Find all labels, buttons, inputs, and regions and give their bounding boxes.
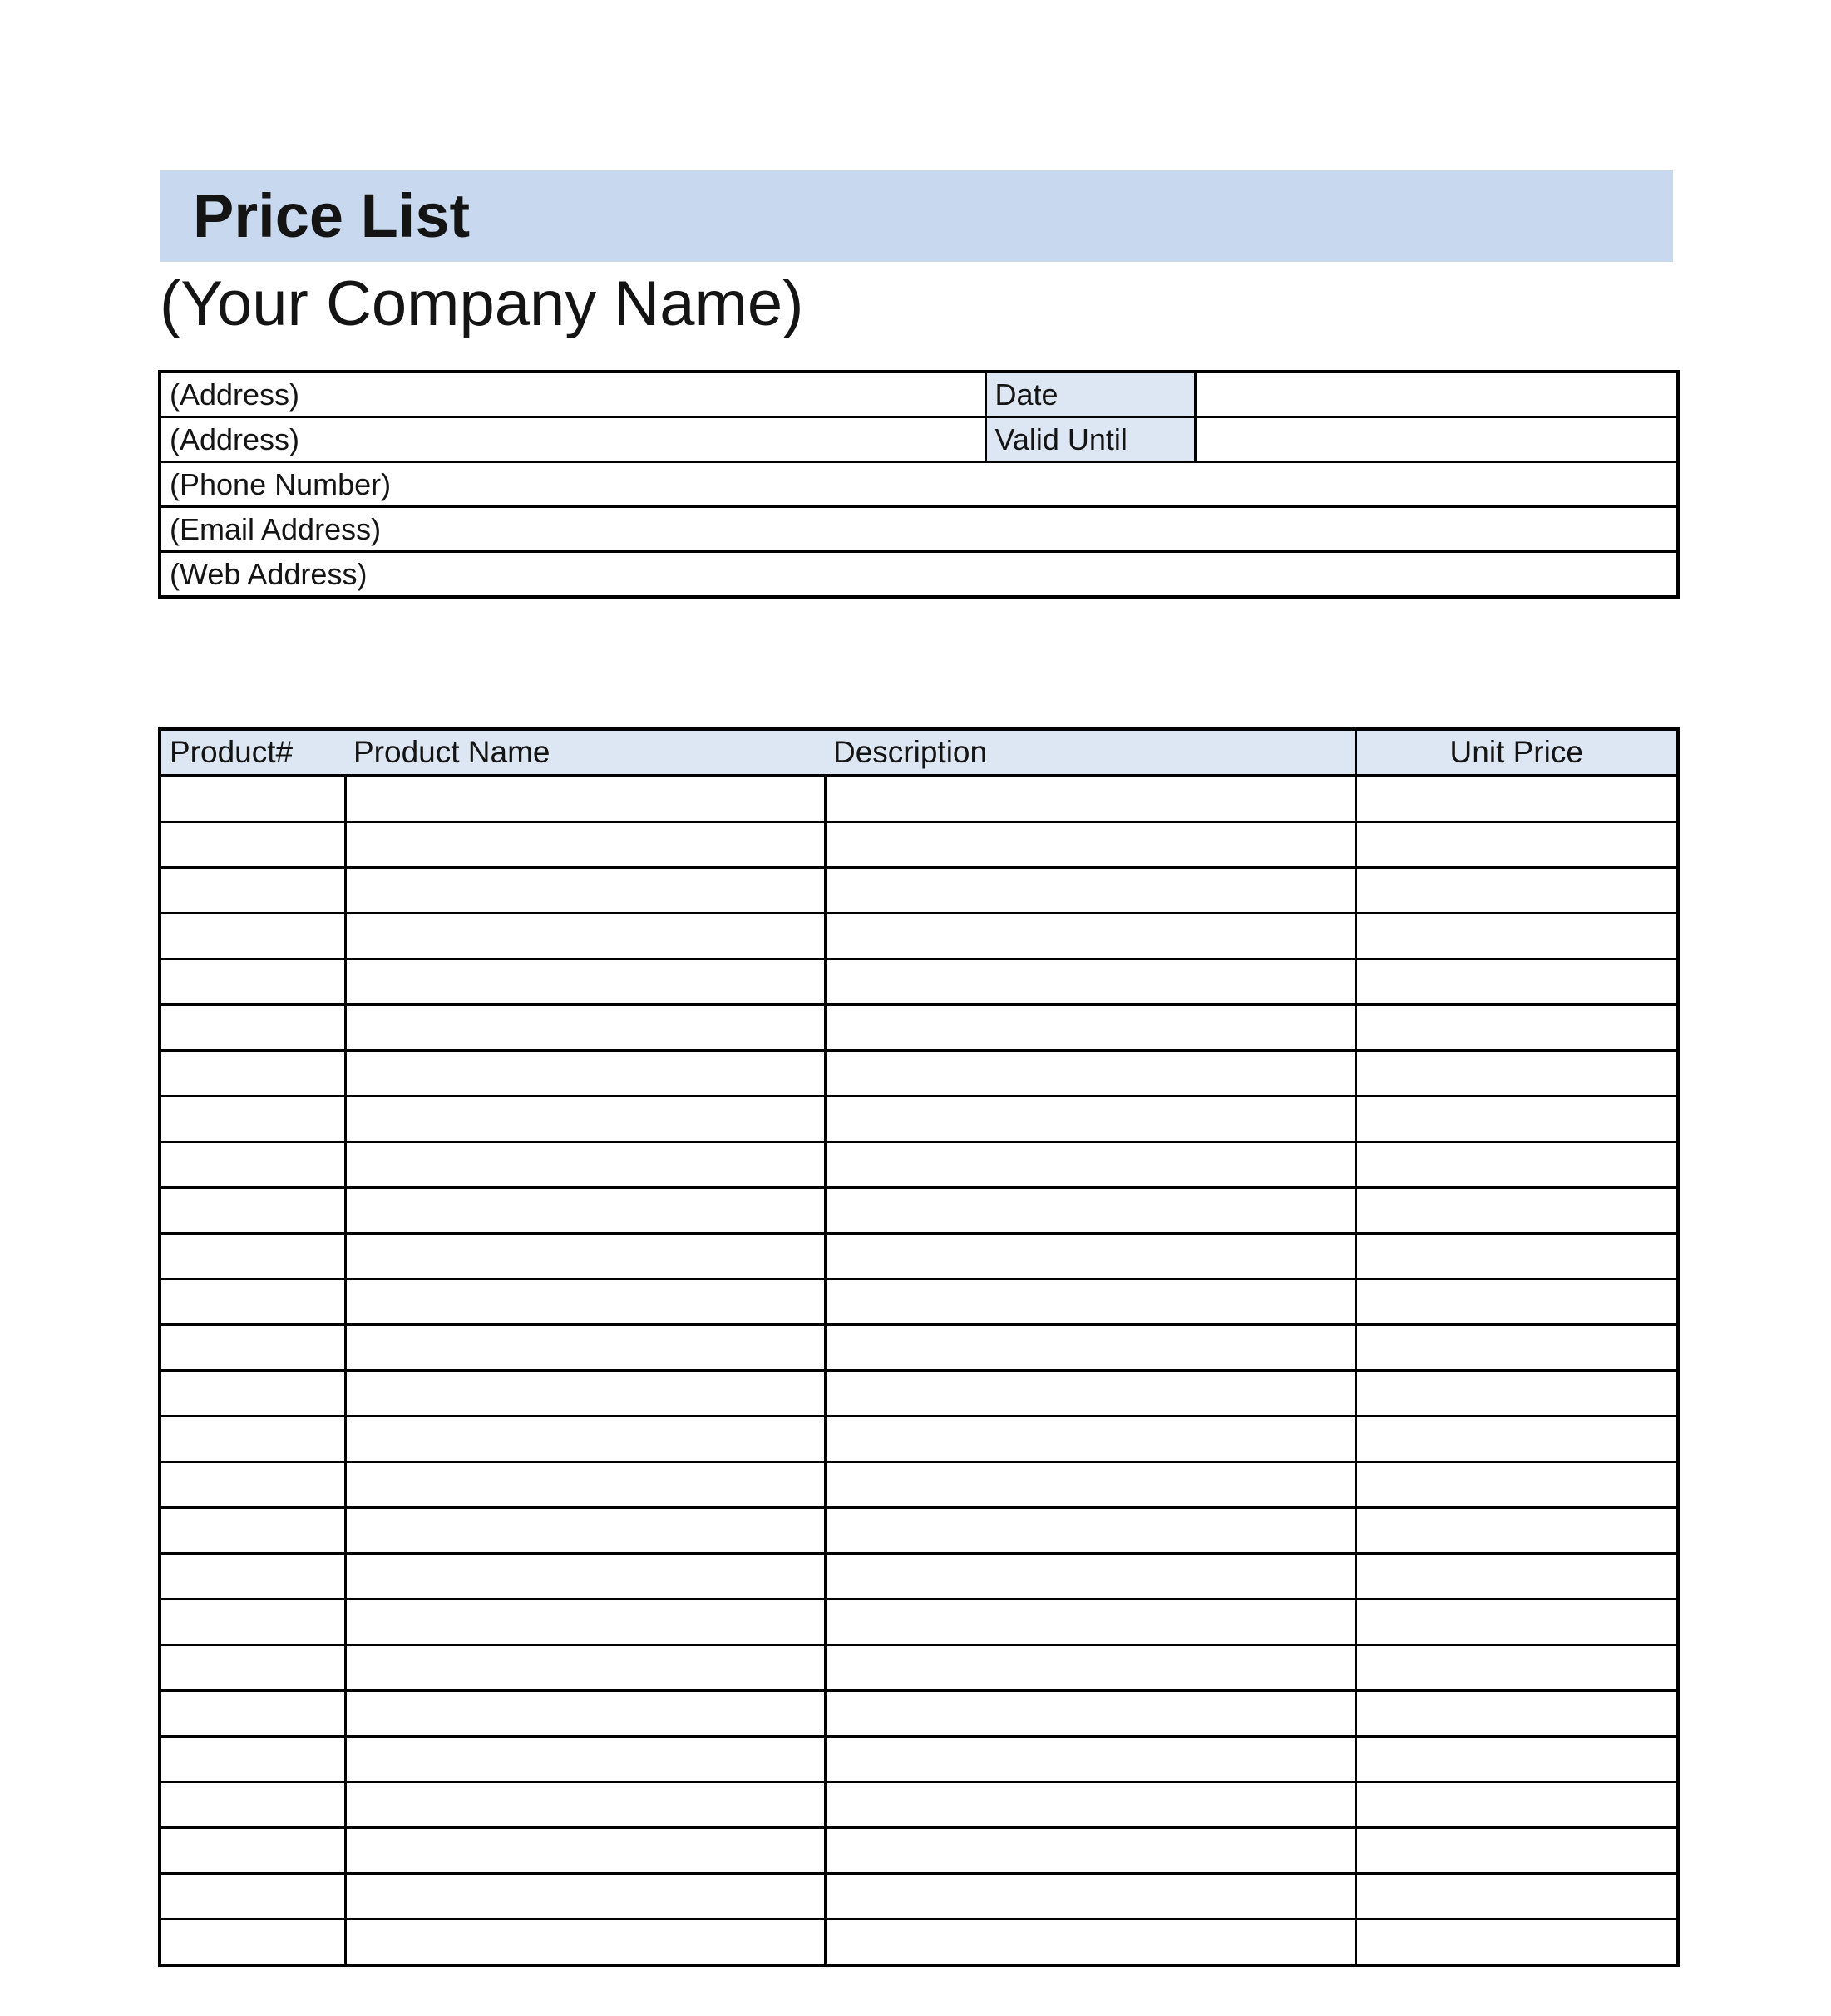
price-cell[interactable] (160, 1691, 345, 1737)
price-cell[interactable] (825, 1782, 1355, 1828)
price-cell[interactable] (160, 1279, 345, 1325)
price-row (160, 1279, 1678, 1325)
price-row (160, 1097, 1678, 1142)
price-row (160, 1188, 1678, 1234)
price-cell[interactable] (160, 1920, 345, 1966)
price-cell[interactable] (345, 914, 825, 959)
price-cell[interactable] (825, 822, 1355, 868)
price-cell[interactable] (825, 1188, 1355, 1234)
price-cell[interactable] (825, 1325, 1355, 1371)
price-cell[interactable] (160, 1462, 345, 1508)
price-cell[interactable] (160, 914, 345, 959)
price-cell[interactable] (825, 1371, 1355, 1417)
price-row (160, 1599, 1678, 1645)
price-cell[interactable] (1355, 959, 1678, 1005)
price-cell[interactable] (825, 1828, 1355, 1874)
price-cell[interactable] (345, 1508, 825, 1554)
price-cell[interactable] (160, 1599, 345, 1645)
company-info-table (158, 370, 1680, 599)
price-cell[interactable] (1355, 822, 1678, 868)
price-cell[interactable] (160, 1554, 345, 1599)
price-cell[interactable] (1355, 1462, 1678, 1508)
price-cell[interactable] (1355, 776, 1678, 822)
price-cell[interactable] (1355, 1599, 1678, 1645)
web-address-field[interactable]: (Web Address) (160, 552, 1678, 598)
price-row (160, 1782, 1678, 1828)
info-row-address-2 (160, 417, 1678, 462)
price-cell[interactable] (825, 1051, 1355, 1097)
price-cell[interactable] (160, 1371, 345, 1417)
price-cell[interactable] (345, 1051, 825, 1097)
price-cell[interactable] (1355, 1051, 1678, 1097)
price-row (160, 1645, 1678, 1691)
price-cell[interactable] (345, 1325, 825, 1371)
price-cell[interactable] (345, 1188, 825, 1234)
price-cell[interactable] (1355, 1188, 1678, 1234)
price-cell[interactable] (160, 868, 345, 914)
price-cell[interactable] (160, 776, 345, 822)
price-row (160, 1828, 1678, 1874)
price-cell[interactable] (345, 1234, 825, 1279)
price-cell[interactable] (1355, 1920, 1678, 1966)
valid-until-label: Valid Until (985, 417, 1195, 462)
price-cell[interactable] (825, 1005, 1355, 1051)
price-cell[interactable] (345, 868, 825, 914)
col-header-unit-price: Unit Price (1355, 729, 1678, 776)
price-cell[interactable] (1355, 1325, 1678, 1371)
address-line-2-field[interactable]: (Address) (160, 417, 985, 462)
price-cell[interactable] (345, 1599, 825, 1645)
price-cell[interactable] (1355, 1279, 1678, 1325)
price-cell[interactable] (160, 1828, 345, 1874)
price-row (160, 1142, 1678, 1188)
price-cell[interactable] (345, 822, 825, 868)
info-row-address-1 (160, 372, 1678, 417)
price-cell[interactable] (1355, 1508, 1678, 1554)
price-row (160, 1051, 1678, 1097)
company-name-placeholder[interactable]: (Your Company Name) (160, 269, 804, 339)
price-cell[interactable] (1355, 1234, 1678, 1279)
price-cell[interactable] (345, 1097, 825, 1142)
price-cell[interactable] (345, 1554, 825, 1599)
price-table-header-row (160, 729, 1678, 776)
price-cell[interactable] (160, 1645, 345, 1691)
price-cell[interactable] (160, 1325, 345, 1371)
price-row (160, 1462, 1678, 1508)
date-label: Date (985, 372, 1195, 417)
price-cell[interactable] (345, 1005, 825, 1051)
info-row-email (160, 507, 1678, 552)
price-row (160, 959, 1678, 1005)
page-title: Price List (193, 181, 471, 250)
price-cell[interactable] (1355, 1142, 1678, 1188)
price-cell[interactable] (160, 1737, 345, 1782)
price-cell[interactable] (160, 1005, 345, 1051)
price-cell[interactable] (345, 959, 825, 1005)
price-cell[interactable] (825, 1462, 1355, 1508)
info-row-phone (160, 462, 1678, 507)
price-cell[interactable] (1355, 1691, 1678, 1737)
price-cell[interactable] (345, 1874, 825, 1920)
price-cell[interactable] (160, 1782, 345, 1828)
price-row (160, 1005, 1678, 1051)
col-header-product-name: Product Name (345, 729, 825, 776)
price-cell[interactable] (1355, 1097, 1678, 1142)
price-row (160, 1920, 1678, 1966)
price-cell[interactable] (160, 1874, 345, 1920)
price-cell[interactable] (345, 1417, 825, 1462)
price-cell[interactable] (345, 776, 825, 822)
price-cell[interactable] (160, 822, 345, 868)
price-table-body (160, 776, 1678, 1965)
price-cell[interactable] (825, 1554, 1355, 1599)
price-cell[interactable] (345, 1645, 825, 1691)
title-banner (160, 170, 1673, 262)
price-row (160, 822, 1678, 868)
price-cell[interactable] (1355, 868, 1678, 914)
price-cell[interactable] (1355, 1371, 1678, 1417)
price-cell[interactable] (1355, 1828, 1678, 1874)
price-cell[interactable] (825, 1142, 1355, 1188)
price-cell[interactable] (825, 1691, 1355, 1737)
price-cell[interactable] (1355, 1782, 1678, 1828)
price-cell[interactable] (1355, 1874, 1678, 1920)
price-cell[interactable] (1355, 1645, 1678, 1691)
price-row (160, 776, 1678, 822)
price-cell[interactable] (825, 914, 1355, 959)
price-cell[interactable] (345, 1462, 825, 1508)
price-cell[interactable] (345, 1279, 825, 1325)
price-row (160, 1325, 1678, 1371)
price-cell[interactable] (345, 1691, 825, 1737)
price-cell[interactable] (1355, 914, 1678, 959)
price-cell[interactable] (1355, 1417, 1678, 1462)
valid-until-value-field[interactable] (1195, 417, 1678, 462)
price-cell[interactable] (160, 1097, 345, 1142)
price-cell[interactable] (825, 1508, 1355, 1554)
price-cell[interactable] (825, 959, 1355, 1005)
price-cell[interactable] (345, 1782, 825, 1828)
price-cell[interactable] (160, 1417, 345, 1462)
price-cell[interactable] (345, 1828, 825, 1874)
col-header-description: Description (825, 729, 1355, 776)
price-cell[interactable] (345, 1920, 825, 1966)
price-cell[interactable] (160, 1234, 345, 1279)
price-cell[interactable] (160, 1142, 345, 1188)
price-cell[interactable] (160, 1051, 345, 1097)
phone-number-field[interactable]: (Phone Number) (160, 462, 1678, 507)
price-cell[interactable] (825, 1645, 1355, 1691)
info-row-web (160, 552, 1678, 598)
price-cell[interactable] (825, 1874, 1355, 1920)
price-cell[interactable] (1355, 1554, 1678, 1599)
price-cell[interactable] (345, 1142, 825, 1188)
price-cell[interactable] (160, 1188, 345, 1234)
price-row (160, 1417, 1678, 1462)
price-cell[interactable] (825, 1920, 1355, 1966)
price-cell[interactable] (825, 868, 1355, 914)
price-row (160, 1737, 1678, 1782)
price-row (160, 1691, 1678, 1737)
price-cell[interactable] (825, 1279, 1355, 1325)
price-cell[interactable] (160, 1508, 345, 1554)
price-cell[interactable] (345, 1371, 825, 1417)
price-cell[interactable] (825, 776, 1355, 822)
price-cell[interactable] (160, 959, 345, 1005)
price-row (160, 1508, 1678, 1554)
email-address-field[interactable]: (Email Address) (160, 507, 1678, 552)
price-cell[interactable] (825, 1737, 1355, 1782)
price-cell[interactable] (345, 1737, 825, 1782)
price-row (160, 914, 1678, 959)
price-cell[interactable] (1355, 1005, 1678, 1051)
date-value-field[interactable] (1195, 372, 1678, 417)
price-cell[interactable] (825, 1417, 1355, 1462)
price-row (160, 1554, 1678, 1599)
price-row (160, 868, 1678, 914)
col-header-product-number: Product# (160, 729, 345, 776)
price-row (160, 1371, 1678, 1417)
price-cell[interactable] (825, 1599, 1355, 1645)
address-line-1-field[interactable]: (Address) (160, 372, 985, 417)
price-row (160, 1234, 1678, 1279)
price-cell[interactable] (1355, 1737, 1678, 1782)
price-cell[interactable] (825, 1234, 1355, 1279)
price-row (160, 1874, 1678, 1920)
price-cell[interactable] (825, 1097, 1355, 1142)
price-list-table (158, 727, 1680, 1967)
